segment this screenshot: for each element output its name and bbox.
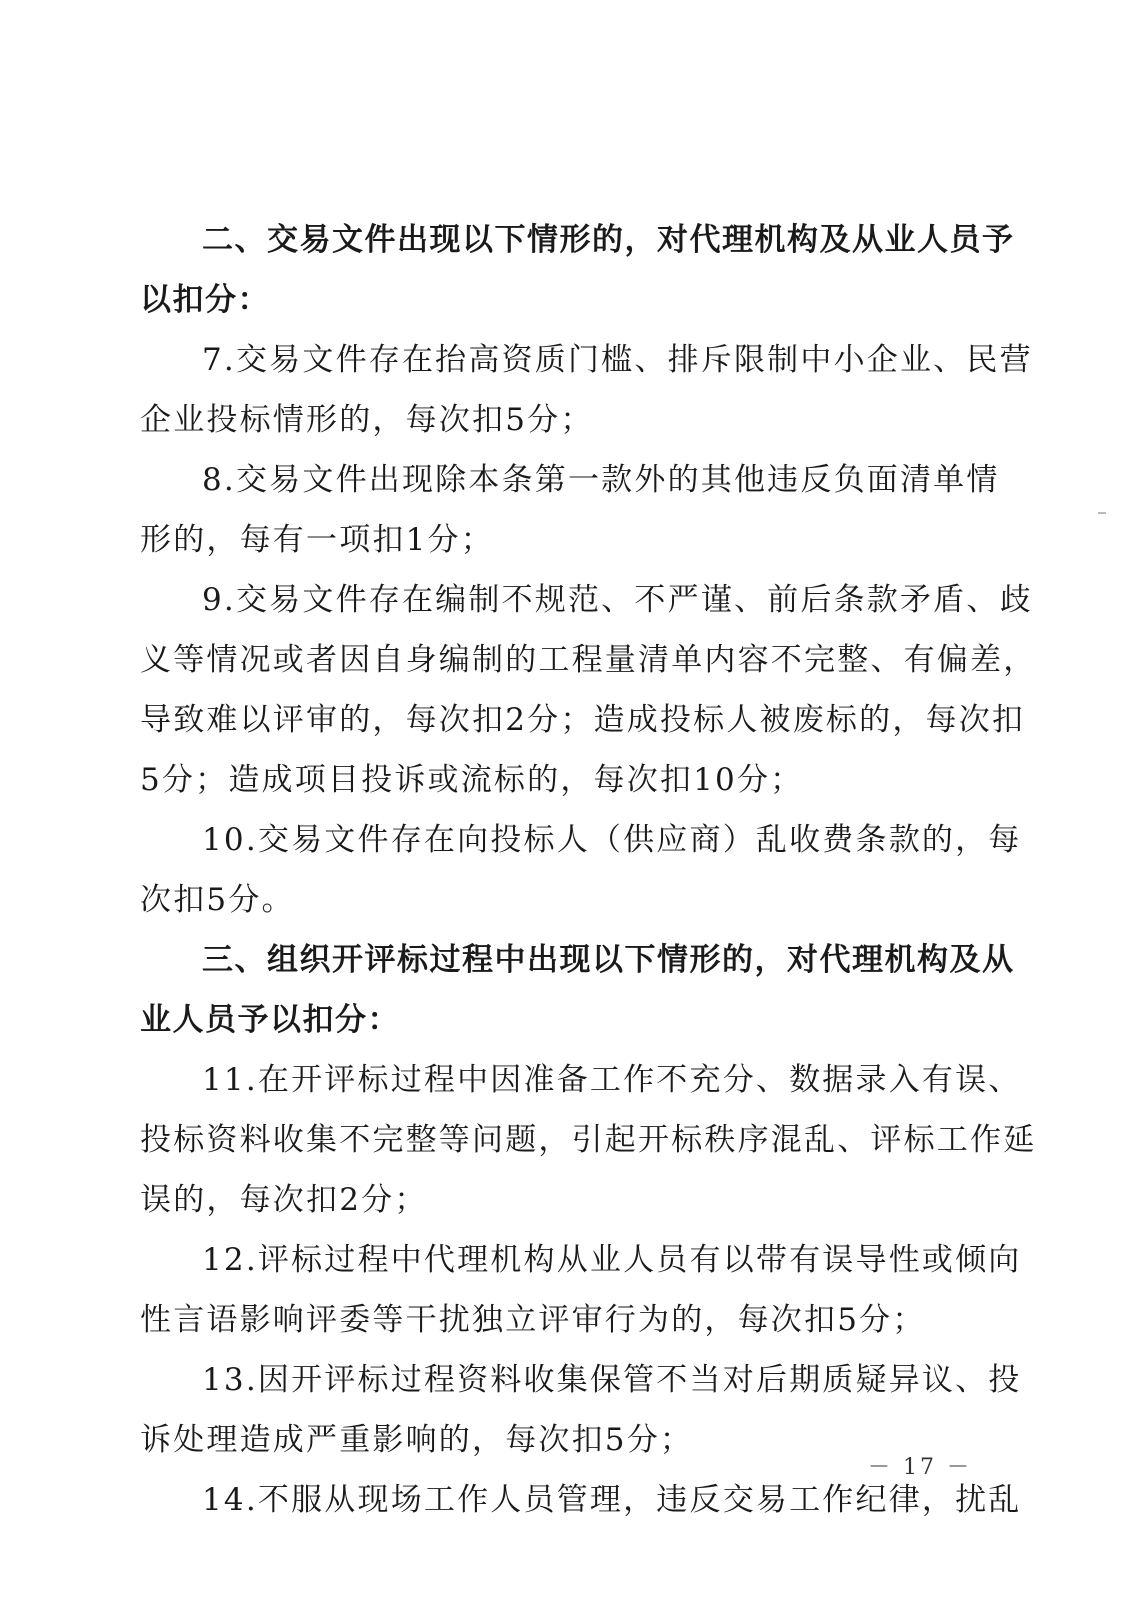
paragraph-line: 9.交易文件存在编制不规范、不严谨、前后条款矛盾、歧 <box>202 582 1033 618</box>
paragraph-line: 12.评标过程中代理机构从业人员有以带有误导性或倾向 <box>202 1242 1022 1278</box>
section-heading-line: 二、交易文件出现以下情形的，对代理机构及从业人员予 <box>202 222 1015 258</box>
paragraph-line: 企业投标情形的，每次扣5分； <box>140 402 594 438</box>
section-heading-line: 三、组织开评标过程中出现以下情形的，对代理机构及从 <box>202 942 1015 978</box>
paragraph-line: 诉处理造成严重影响的，每次扣5分； <box>140 1422 694 1458</box>
paragraph-line: 义等情况或者因自身编制的工程量清单内容不完整、有偏差， <box>140 642 1037 678</box>
document-body <box>140 210 1037 1530</box>
page-number: － 17 － <box>868 1455 972 1480</box>
paragraph-line: 5分；造成项目投诉或流标的，每次扣10分； <box>140 762 804 798</box>
paragraph-line: 11.在开评标过程中因准备工作不充分、数据录入有误、 <box>202 1062 1022 1098</box>
paragraph-line: 13.因开评标过程资料收集保管不当对后期质疑异议、投 <box>202 1362 1022 1398</box>
paragraph-line: 性言语影响评委等干扰独立评审行为的，每次扣5分； <box>140 1302 926 1338</box>
paragraph-line: 8.交易文件出现除本条第一款外的其他违反负面清单情 <box>202 462 1000 498</box>
section-heading-line: 业人员予以扣分： <box>140 1002 400 1038</box>
paragraph-line: 次扣5分。 <box>140 882 295 918</box>
paragraph-line: 10.交易文件存在向投标人（供应商）乱收费条款的，每 <box>202 822 1022 858</box>
scan-edge-mark <box>1098 512 1106 514</box>
paragraph-line: 导致难以评审的，每次扣2分；造成投标人被废标的，每次扣 <box>140 702 1026 738</box>
paragraph-line: 7.交易文件存在抬高资质门槛、排斥限制中小企业、民营 <box>202 342 1033 378</box>
paragraph-line: 误的，每次扣2分； <box>140 1182 428 1218</box>
paragraph-line: 投标资料收集不完整等问题，引起开标秩序混乱、评标工作延 <box>140 1122 1037 1158</box>
section-heading-line: 以扣分： <box>140 282 270 318</box>
paragraph-line: 形的，每有一项扣1分； <box>140 522 494 558</box>
paragraph-line: 14.不服从现场工作人员管理，违反交易工作纪律，扰乱 <box>202 1482 1022 1518</box>
